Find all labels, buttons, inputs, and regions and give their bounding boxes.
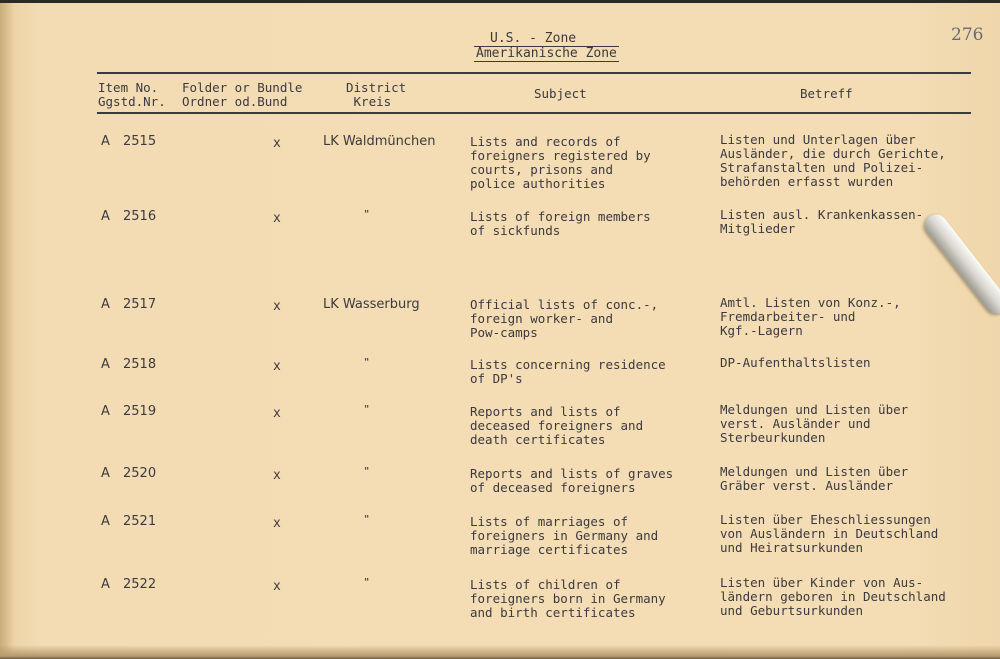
bundle-mark: x [273,299,281,314]
item-prefix: A [101,514,110,529]
item-no: 2517 [123,297,157,312]
betreff-cell: Listen über Kinder von Aus- ländern geboren in Deutschland und Geburtsurkunden [720,575,946,618]
betreff-cell: Listen und Unterlagen über Ausländer, die durch Gerichte, Strafanstalten und Polizei- behörden erfasst wurden [720,132,946,189]
district-cell: " [364,466,370,477]
item-no: 2522 [123,577,157,592]
bundle-mark: x [273,468,281,483]
district-cell: LK Waldmünchen [323,134,436,149]
bundle-mark: x [273,359,281,374]
item-number [101,578,156,592]
item-no: 2518 [123,357,157,372]
item-no: 2521 [123,514,157,529]
district-cell: " [364,514,370,525]
subject-cell: Reports and lists of deceased foreigners and death certificates [470,404,644,447]
subject-cell: Official lists of conc.-, foreign worker- and Pow-camps [470,297,659,340]
item-number [101,135,156,149]
item-number [101,358,156,372]
item-no: 2516 [123,209,157,224]
betreff-cell: Meldungen und Listen über Gräber verst. Ausländer [720,464,909,493]
bundle-mark: x [273,516,281,531]
item-prefix: A [101,209,110,224]
header-item: Item No. Ggstd.Nr. [98,80,166,109]
district-cell: " [364,404,370,415]
bottom-edge [0,645,1000,659]
bundle-mark: x [273,579,281,594]
betreff-cell: Listen ausl. Krankenkassen- Mitglieder [720,207,924,236]
district-cell: LK Wasserburg [323,297,420,312]
bundle-mark: x [273,136,281,151]
subject-cell: Lists concerning residence of DP's [470,357,666,386]
district-cell: " [364,209,370,220]
item-number [101,405,156,419]
item-number [101,467,156,481]
header-district: District Kreis [346,80,407,109]
subject-cell: Lists of marriages of foreigners in Germany and marriage certificates [470,514,659,557]
district-cell: " [364,577,370,588]
item-no: 2515 [123,134,157,149]
subject-cell: Lists and records of foreigners registered by courts, prisons and police authorities [470,134,651,191]
betreff-cell: DP-Aufenthaltslisten [720,355,871,370]
betreff-cell: Amtl. Listen von Konz.-, Fremdarbeiter- und Kgf.-Lagern [720,295,901,338]
item-prefix: A [101,466,110,481]
header-subject: Subject [534,86,587,101]
subject-cell: Lists of children of foreigners born in Germany and birth certificates [470,577,666,620]
item-number [101,298,156,312]
item-prefix: A [101,577,110,592]
bundle-mark: x [273,406,281,421]
header-folder: Folder or Bundle Ordner od.Bund [182,80,303,109]
paper-clip [921,210,1000,318]
table-top-rule [97,72,971,74]
zone-line-2: Amerikanische Zone [476,46,617,61]
item-prefix: A [101,134,110,149]
table-header-rule [97,112,971,114]
betreff-cell: Meldungen und Listen über verst. Ausländer und Sterbeurkunden [720,402,909,445]
binding-shadow [0,0,14,659]
subject-cell: Lists of foreign members of sickfunds [470,209,651,238]
zone-line-1: U.S. - Zone [490,31,577,46]
item-number [101,210,156,224]
subject-cell: Reports and lists of graves of deceased foreigners [470,466,674,495]
betreff-cell: Listen über Eheschliessungen von Ausländern in Deutschland und Heiratsurkunden [720,512,939,555]
item-prefix: A [101,404,110,419]
top-edge [0,0,1000,3]
zone-heading [474,32,619,62]
district-cell: " [364,357,370,368]
item-prefix: A [101,357,110,372]
item-no: 2520 [123,466,157,481]
item-number [101,515,156,529]
header-betreff: Betreff [800,86,853,101]
item-prefix: A [101,297,110,312]
page-number: 276 [951,25,984,45]
bundle-mark: x [273,211,281,226]
item-no: 2519 [123,404,157,419]
